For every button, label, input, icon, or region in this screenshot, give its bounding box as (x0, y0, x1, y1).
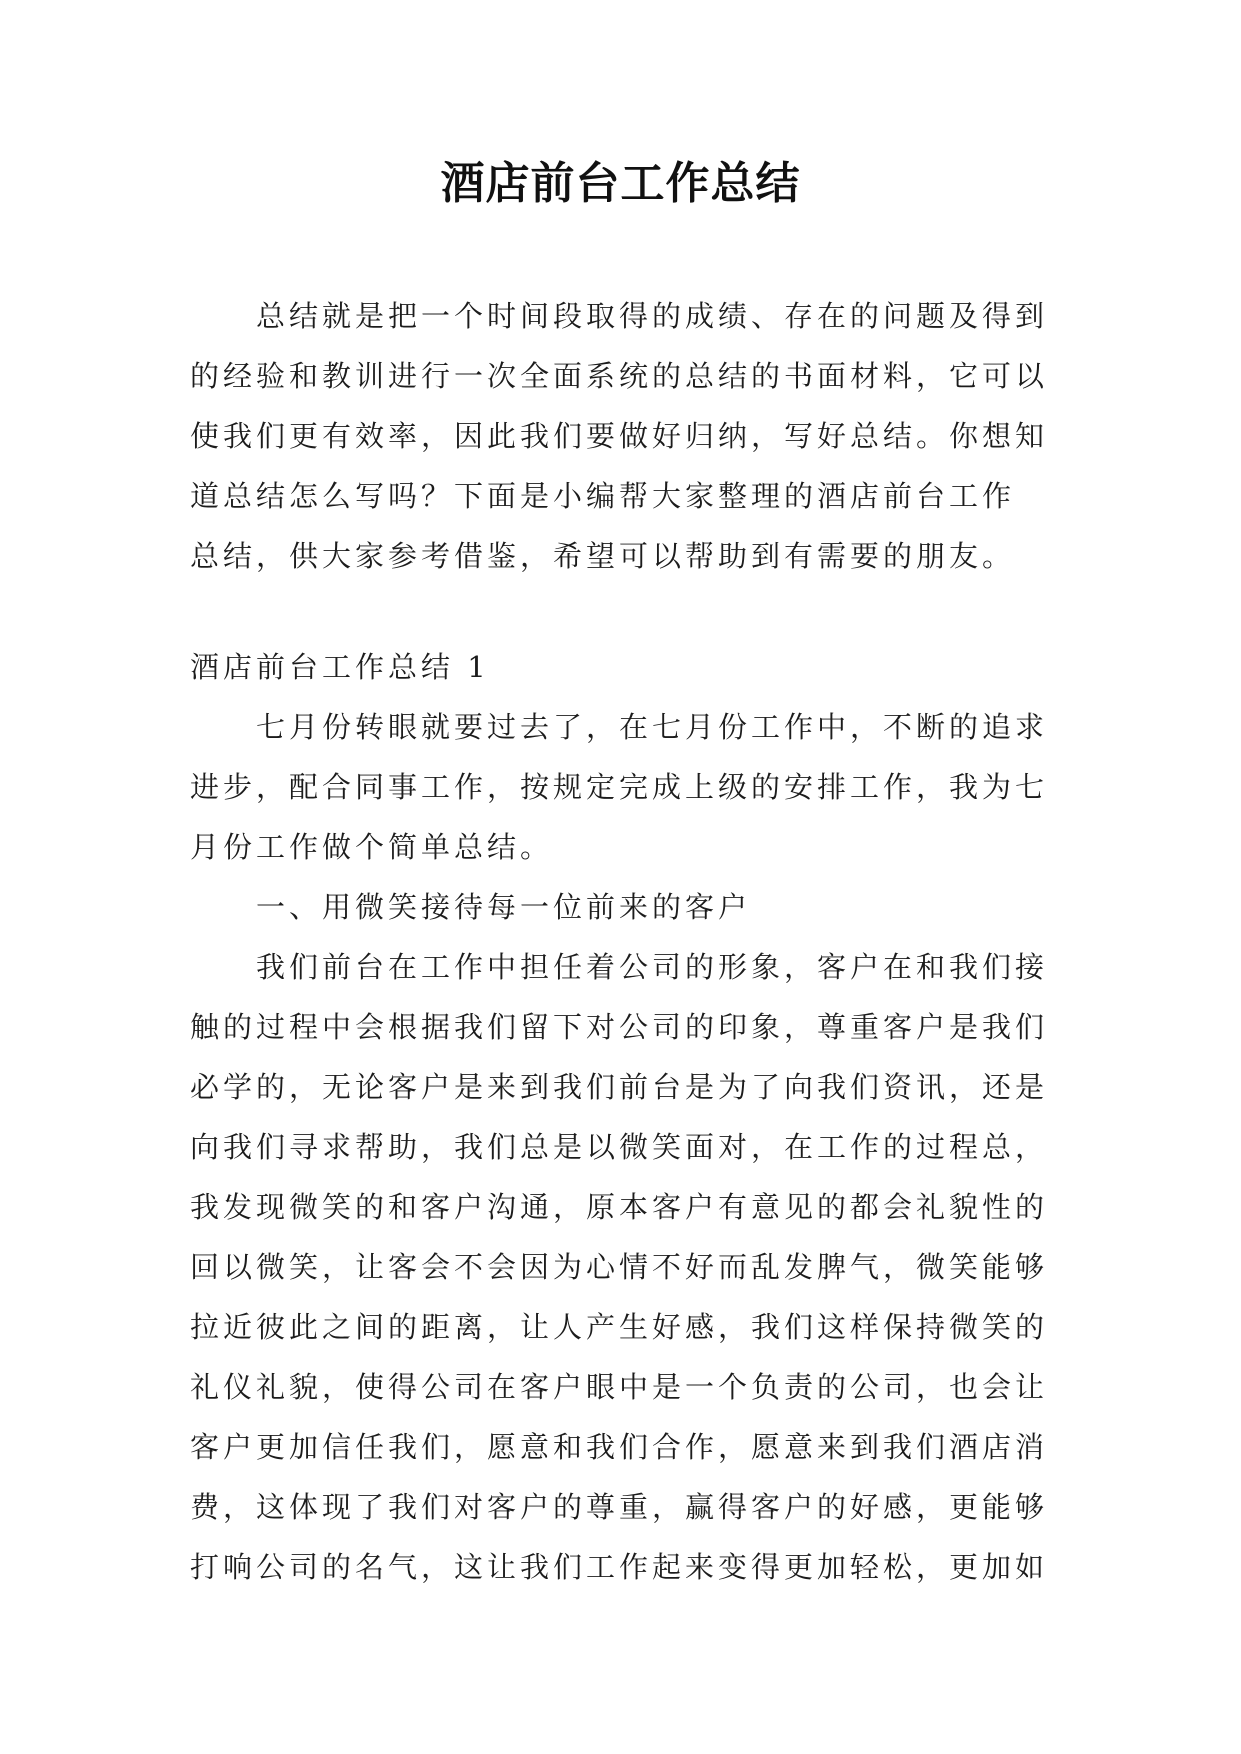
body-paragraph-2 (190, 937, 1070, 1597)
text-line: 拉近彼此之间的距离，让人产生好感，我们这样保持微笑的 (190, 1310, 1049, 1344)
text-line: 必学的，无论客户是来到我们前台是为了向我们资讯，还是 (190, 1070, 1049, 1104)
text-line: 回以微笑，让客会不会因为心情不好而乱发脾气，微笑能够 (190, 1250, 1049, 1284)
document-title: 酒店前台工作总结 (440, 158, 801, 209)
document-body (190, 286, 1070, 1597)
text-line: 道总结怎么写吗？下面是小编帮大家整理的酒店前台工作 (190, 479, 1016, 513)
text-line: 总结就是把一个时间段取得的成绩、存在的问题及得到 (256, 299, 1049, 333)
text-line: 触的过程中会根据我们留下对公司的印象，尊重客户是我们 (190, 1010, 1049, 1044)
subheading: 一、用微笑接待每一位前来的客户 (256, 890, 752, 924)
text-line: 总结，供大家参考借鉴，希望可以帮助到有需要的朋友。 (190, 539, 1016, 573)
text-line: 费，这体现了我们对客户的尊重，赢得客户的好感，更能够 (190, 1490, 1049, 1524)
text-line: 进步，配合同事工作，按规定完成上级的安排工作，我为七 (190, 770, 1049, 804)
text-line: 七月份转眼就要过去了，在七月份工作中，不断的追求 (256, 710, 1049, 744)
text-line: 打响公司的名气，这让我们工作起来变得更加轻松，更加如 (190, 1550, 1049, 1584)
text-line: 向我们寻求帮助，我们总是以微笑面对，在工作的过程总， (190, 1130, 1049, 1164)
text-line: 使我们更有效率，因此我们要做好归纳，写好总结。你想知 (190, 419, 1049, 453)
section-heading: 酒店前台工作总结 1 (190, 650, 490, 684)
text-line: 客户更加信任我们，愿意和我们合作，愿意来到我们酒店消 (190, 1430, 1049, 1464)
text-line: 我发现微笑的和客户沟通，原本客户有意见的都会礼貌性的 (190, 1190, 1049, 1224)
body-paragraph-1 (190, 697, 1070, 877)
text-line: 月份工作做个简单总结。 (190, 830, 554, 864)
text-line: 我们前台在工作中担任着公司的形象，客户在和我们接 (256, 950, 1049, 984)
intro-paragraph (190, 286, 1070, 586)
text-line: 礼仪礼貌，使得公司在客户眼中是一个负责的公司，也会让 (190, 1370, 1049, 1404)
text-line: 的经验和教训进行一次全面系统的总结的书面材料，它可以 (190, 359, 1049, 393)
